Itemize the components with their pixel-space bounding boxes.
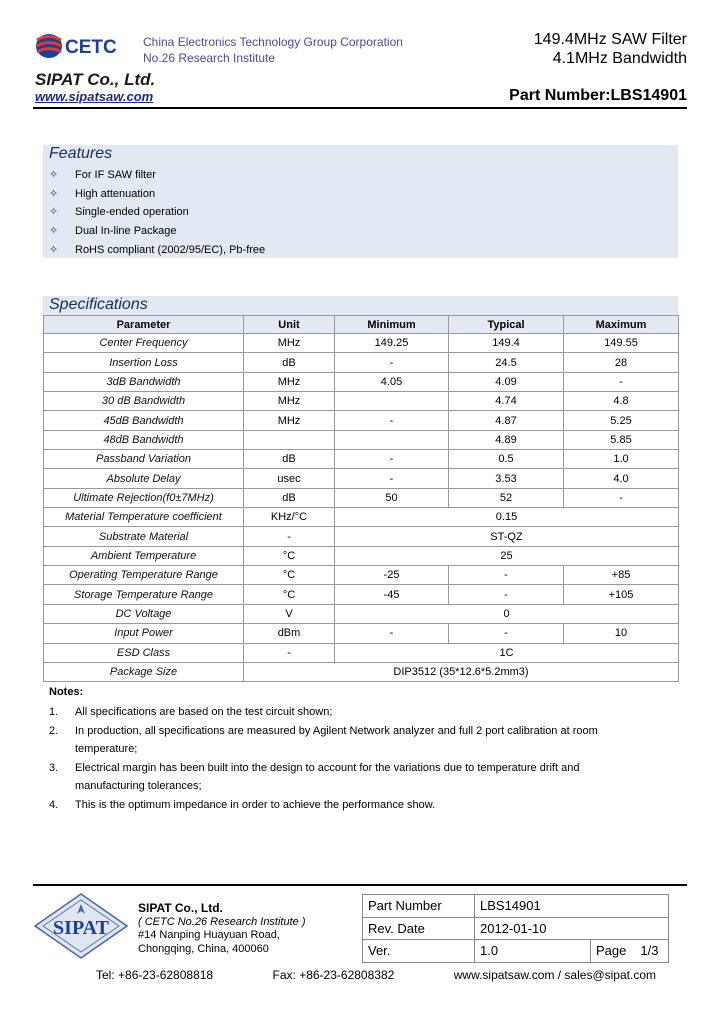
table-cell: - — [335, 411, 449, 430]
table-cell: - — [244, 643, 335, 662]
company-name: SIPAT Co., Ltd. — [35, 70, 156, 89]
table-row — [44, 372, 679, 391]
table-cell: 50 — [335, 488, 449, 507]
table-cell: 3dB Bandwidth — [44, 372, 244, 391]
feature-item: ✧ Dual In-line Package — [49, 222, 265, 241]
table-row — [44, 334, 679, 353]
footer-company: SIPAT Co., Ltd. — [138, 901, 223, 915]
table-cell: usec — [244, 469, 335, 488]
table-row — [44, 662, 679, 681]
specifications-table — [43, 315, 679, 682]
table-row — [44, 604, 679, 623]
table-cell: °C — [244, 585, 335, 604]
table-cell — [335, 392, 449, 411]
table-cell: 1.0 — [564, 450, 679, 469]
table-row — [44, 508, 679, 527]
table-cell: 4.8 — [564, 392, 679, 411]
table-cell: 0.15 — [335, 508, 679, 527]
table-cell: Insertion Loss — [44, 353, 244, 372]
table-cell: ESD Class — [44, 643, 244, 662]
table-cell: 4.89 — [449, 430, 564, 449]
table-cell — [244, 430, 335, 449]
table-cell: - — [449, 624, 564, 643]
table-row — [44, 450, 679, 469]
column-header: Parameter — [44, 316, 244, 334]
document-info-table — [362, 894, 669, 963]
diamond-bullet-icon: ✧ — [49, 243, 59, 256]
table-cell: dBm — [244, 624, 335, 643]
table-cell: KHz/°C — [244, 508, 335, 527]
footer-institute: ( CETC No.26 Research Institute ) — [138, 915, 306, 928]
product-line2: 4.1MHz Bandwidth — [552, 50, 687, 67]
table-cell: 0 — [335, 604, 679, 623]
table-cell: - — [335, 469, 449, 488]
diamond-bullet-icon: ✧ — [49, 169, 59, 181]
feature-item: ✧ Single-ended operation — [49, 203, 265, 222]
footer-address-line1: #14 Nanping Huayuan Road, — [138, 929, 280, 941]
table-row — [44, 469, 679, 488]
table-cell: DC Voltage — [44, 604, 244, 623]
footer-address — [138, 902, 306, 956]
table-row — [44, 624, 679, 643]
table-cell: dB — [244, 488, 335, 507]
table-row — [44, 527, 679, 546]
part-number-label: Part Number — [363, 895, 475, 918]
table-row — [363, 917, 669, 940]
table-cell: 4.09 — [449, 372, 564, 391]
table-cell: +105 — [564, 585, 679, 604]
note-item: 3. Electrical margin has been built into the design to account for the variations due to temperature drift and manufacturing tolerances; — [49, 761, 580, 792]
column-header: Unit — [244, 316, 335, 334]
table-cell: 4.0 — [564, 469, 679, 488]
telephone: Tel: +86-23-62808818 — [96, 968, 214, 982]
column-header: Minimum — [335, 316, 449, 334]
table-cell: 149.25 — [335, 334, 449, 353]
table-row — [363, 940, 669, 963]
table-cell: 25 — [335, 546, 679, 565]
table-cell: - — [449, 566, 564, 585]
table-cell: - — [335, 353, 449, 372]
table-cell: 4.87 — [449, 411, 564, 430]
table-cell: dB — [244, 450, 335, 469]
table-cell: Ambient Temperature — [44, 546, 244, 565]
features-list — [49, 166, 265, 259]
table-cell: °C — [244, 546, 335, 565]
version-label: Ver. — [363, 940, 475, 963]
page-indicator: Page 1/3 — [591, 940, 669, 963]
table-cell: dB — [244, 353, 335, 372]
table-row — [44, 585, 679, 604]
table-row — [44, 411, 679, 430]
feature-item: ✧ RoHS compliant (2002/95/EC), Pb-free — [49, 241, 265, 260]
product-line1: 149.4MHz SAW Filter — [533, 31, 687, 48]
feature-item: ✧ High attenuation — [49, 185, 265, 204]
table-cell: Operating Temperature Range — [44, 566, 244, 585]
footer-address-line2: Chongqing, China, 400060 — [138, 942, 269, 955]
table-cell: DIP3512 (35*12.6*5.2mm3) — [244, 662, 679, 681]
table-cell: Package Size — [44, 662, 244, 681]
part-number: Part Number:LBS14901 — [509, 87, 687, 104]
table-cell: +85 — [564, 566, 679, 585]
sipat-logo-text: SIPAT — [53, 917, 109, 939]
feature-item: ✧ For IF SAW filter — [49, 166, 265, 185]
table-cell: MHz — [244, 372, 335, 391]
org-line2: No.26 Research Institute — [143, 51, 276, 65]
part-number-value: LBS14901 — [475, 895, 669, 918]
contact-line — [96, 968, 656, 982]
table-cell: - — [335, 624, 449, 643]
version-value: 1.0 — [475, 940, 591, 963]
table-row — [44, 488, 679, 507]
table-cell: MHz — [244, 334, 335, 353]
table-cell: Ultimate Rejection(f0±7MHz) — [44, 488, 244, 507]
table-cell: Material Temperature coefficient — [44, 508, 244, 527]
footer-divider — [33, 884, 687, 886]
specifications-title: Specifications — [49, 296, 148, 313]
table-cell: - — [564, 488, 679, 507]
note-item: 1. All specifications are based on the test circuit shown; — [49, 706, 333, 718]
sipat-logo — [33, 892, 129, 960]
table-cell: Absolute Delay — [44, 469, 244, 488]
table-cell: 149.4 — [449, 334, 564, 353]
note-item: 2. In production, all specifications are measured by Agilent Network analyzer and full 2 port calibration at room temperature; — [49, 724, 598, 755]
table-cell: V — [244, 604, 335, 623]
diamond-bullet-icon: ✧ — [49, 187, 59, 200]
table-cell: 1C — [335, 643, 679, 662]
product-title — [534, 30, 687, 68]
notes-list — [49, 703, 639, 814]
table-cell: - — [449, 585, 564, 604]
table-cell: MHz — [244, 411, 335, 430]
table-cell: 4.05 — [335, 372, 449, 391]
cetc-logo — [34, 30, 129, 62]
web-email[interactable]: www.sipatsaw.com / sales@sipat.com — [453, 968, 656, 982]
table-cell: 4.74 — [449, 392, 564, 411]
diamond-bullet-icon: ✧ — [49, 206, 59, 219]
table-cell: 5.85 — [564, 430, 679, 449]
table-cell: 30 dB Bandwidth — [44, 392, 244, 411]
table-cell: 28 — [564, 353, 679, 372]
table-cell: MHz — [244, 392, 335, 411]
table-cell: 52 — [449, 488, 564, 507]
table-header-row — [44, 316, 679, 334]
note-item: 4. This is the optimum impedance in order to achieve the performance show. — [49, 798, 436, 811]
org-line1: China Electronics Technology Group Corporation — [143, 35, 403, 49]
column-header: Maximum — [564, 316, 679, 334]
cetc-logo-text: CETC — [65, 37, 117, 58]
rev-date-label: Rev. Date — [363, 917, 475, 940]
table-cell: - — [335, 450, 449, 469]
table-cell: -25 — [335, 566, 449, 585]
website-link[interactable]: www.sipatsaw.com — [35, 89, 154, 104]
table-cell: 10 — [564, 624, 679, 643]
rev-date-value: 2012-01-10 — [475, 917, 669, 940]
table-cell: Storage Temperature Range — [44, 585, 244, 604]
table-cell: Input Power — [44, 624, 244, 643]
table-cell: -45 — [335, 585, 449, 604]
table-row — [44, 353, 679, 372]
table-cell: °C — [244, 566, 335, 585]
table-cell: 45dB Bandwidth — [44, 411, 244, 430]
table-row — [363, 895, 669, 918]
table-cell: Passband Variation — [44, 450, 244, 469]
table-row — [44, 430, 679, 449]
table-cell: - — [564, 372, 679, 391]
diamond-bullet-icon: ✧ — [49, 225, 59, 238]
table-row — [44, 392, 679, 411]
table-cell: 0.5 — [449, 450, 564, 469]
header-divider — [33, 107, 687, 109]
table-cell — [335, 430, 449, 449]
table-cell: Center Frequency — [44, 334, 244, 353]
table-cell: 3.53 — [449, 469, 564, 488]
table-cell: - — [244, 527, 335, 546]
column-header: Typical — [449, 316, 564, 334]
fax: Fax: +86-23-62808382 — [272, 968, 395, 982]
table-cell: 5.25 — [564, 411, 679, 430]
table-cell: Substrate Material — [44, 527, 244, 546]
table-row — [44, 546, 679, 565]
features-title: Features — [49, 145, 113, 162]
table-cell: 149.55 — [564, 334, 679, 353]
table-cell: 48dB Bandwidth — [44, 430, 244, 449]
table-row — [44, 566, 679, 585]
notes-title: Notes: — [49, 686, 84, 698]
org-name — [143, 34, 403, 66]
table-row — [44, 643, 679, 662]
table-cell: ST-QZ — [335, 527, 679, 546]
table-cell: 24.5 — [449, 353, 564, 372]
